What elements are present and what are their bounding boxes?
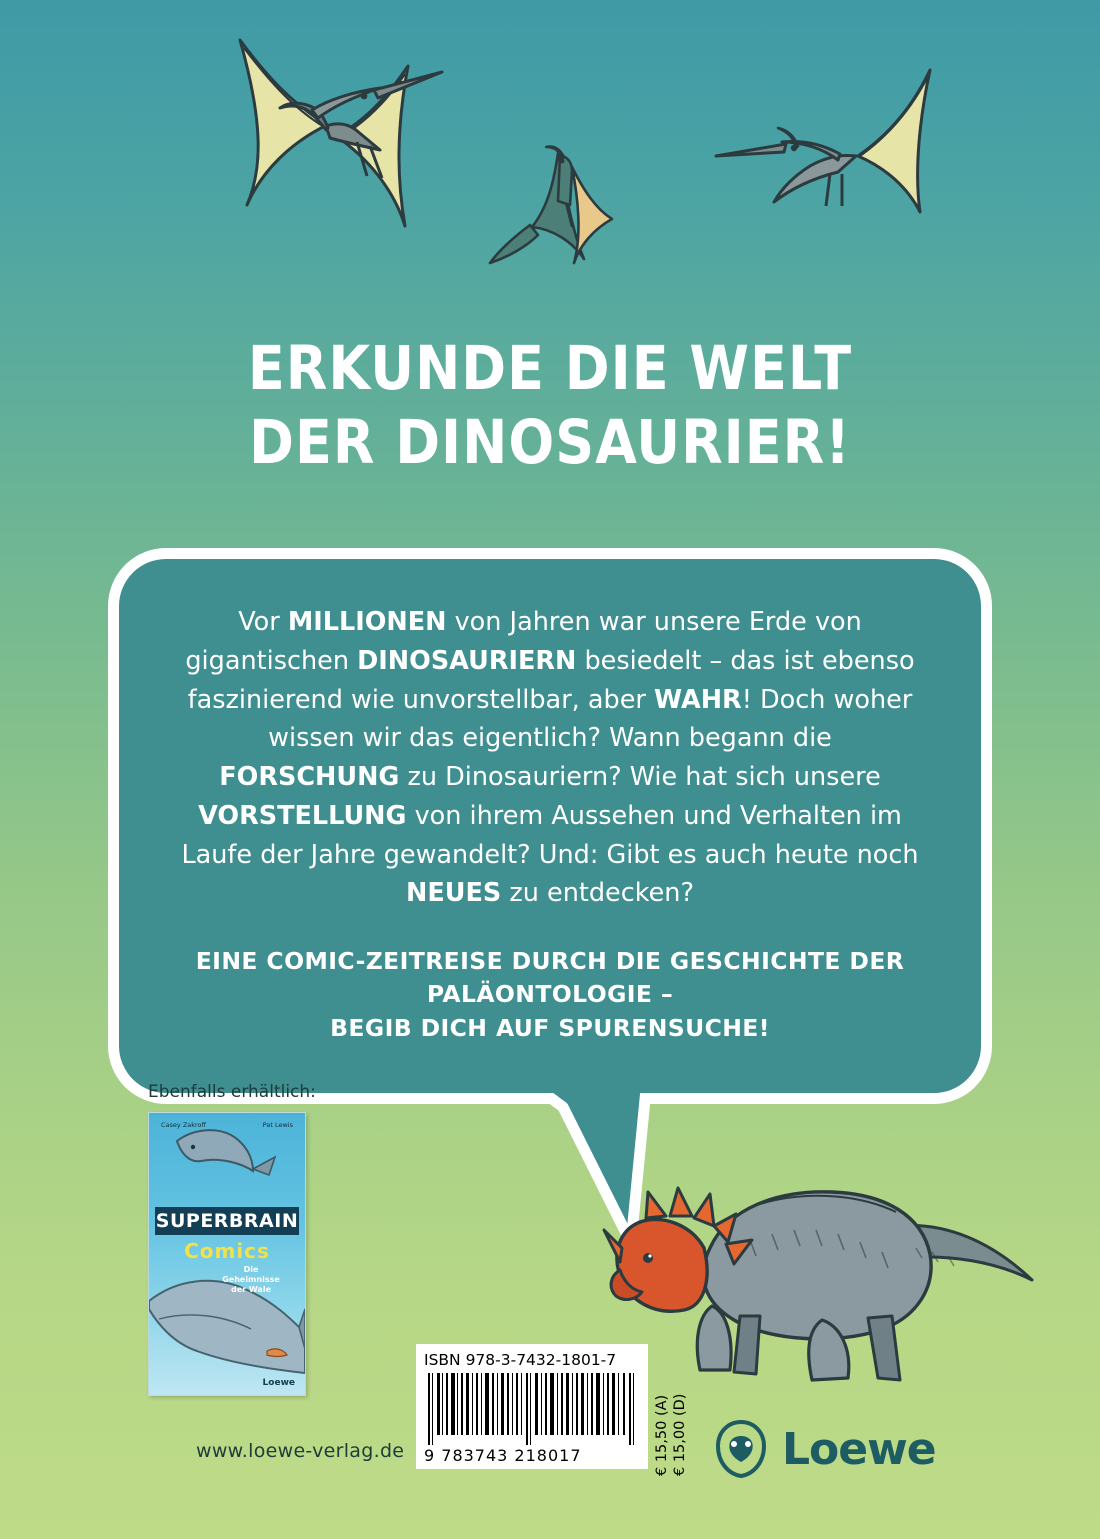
lion-head-icon xyxy=(710,1418,772,1480)
blurb-keyword: FORSCHUNG xyxy=(219,762,400,792)
minicover-author-right: Pat Lewis xyxy=(262,1121,293,1129)
barcode-image xyxy=(424,1373,640,1445)
publisher-website[interactable]: www.loewe-verlag.de xyxy=(196,1440,405,1462)
minicover-subtitle-line-2: Geheimnisse xyxy=(222,1275,280,1284)
blurb-keyword: NEUES xyxy=(405,878,502,909)
isbn-block xyxy=(416,1344,648,1469)
blurb-keyword: WAHR xyxy=(653,684,742,715)
tagline-line-2: BEGIB DICH AUF SPURENSUCHE! xyxy=(330,1013,770,1042)
blurb-keyword: DINOSAURIERN xyxy=(357,645,577,676)
speech-bubble-container xyxy=(108,548,992,1104)
blurb-text: Vor xyxy=(238,607,288,637)
styracosaurus-illustration xyxy=(600,1130,1040,1410)
minicover-series: SUPERBRAIN xyxy=(155,1207,299,1235)
pterosaur-small-center-icon xyxy=(480,145,660,290)
tagline-line-1: EINE COMIC-ZEITREISE DURCH DIE GESCHICHTE DER PALÄONTOLOGIE – xyxy=(195,947,905,1009)
pterosaur-large-left-icon xyxy=(112,30,532,265)
minicover-author-left: Casey Zakroff xyxy=(161,1121,207,1129)
blurb-text: ! Doch woher wissen wir das eigentlich? Wann begann die xyxy=(268,684,913,754)
blurb-text: zu Dinosauriern? Wie hat sich unsere xyxy=(399,762,881,792)
headline-line-1: ERKUNDE DIE WELT xyxy=(247,333,853,404)
blurb-paragraph xyxy=(175,603,925,913)
minicover-publisher: Loewe xyxy=(262,1378,295,1388)
price-austria: € 15,50 (A) xyxy=(654,1394,670,1476)
also-available-label: Ebenfalls erhältlich: xyxy=(148,1082,316,1102)
blurb-keyword: MILLIONEN xyxy=(287,607,447,637)
headline-line-2: DER DINOSAURIER! xyxy=(249,406,851,478)
blurb-text: von Jahren war unsere Erde von gigantischen xyxy=(185,607,862,676)
blurb-text: besiedelt – das ist ebenso faszinierend wie unvorstellbar, aber xyxy=(187,645,915,715)
publisher-logo[interactable] xyxy=(710,1418,936,1480)
price-germany: € 15,00 (D) xyxy=(672,1393,688,1476)
minicover-subtitle xyxy=(211,1265,291,1295)
blurb-text: von ihrem Aussehen und Verhalten im Laufe der Jahre gewandelt? Und: Gibt es auch heute noch xyxy=(181,800,919,870)
pterosaur-right-icon xyxy=(690,60,970,250)
minicover-subseries: Comics xyxy=(184,1239,270,1263)
page-title xyxy=(0,332,1100,480)
speech-bubble xyxy=(108,548,992,1104)
price-block xyxy=(652,1384,688,1480)
blurb-tagline xyxy=(175,945,925,1045)
minicover-subtitle-line-1: Die xyxy=(243,1265,259,1274)
blurb-text: zu entdecken? xyxy=(501,878,694,909)
also-available-cover[interactable] xyxy=(148,1112,306,1396)
publisher-name: Loewe xyxy=(782,1423,936,1475)
minicover-subtitle-line-3: der Wale xyxy=(231,1285,271,1294)
isbn-label: ISBN 978-3-7432-1801-7 xyxy=(424,1351,617,1369)
blurb-keyword: VORSTELLUNG xyxy=(198,800,407,831)
barcode-digits: 9 783743 218017 xyxy=(424,1446,582,1465)
